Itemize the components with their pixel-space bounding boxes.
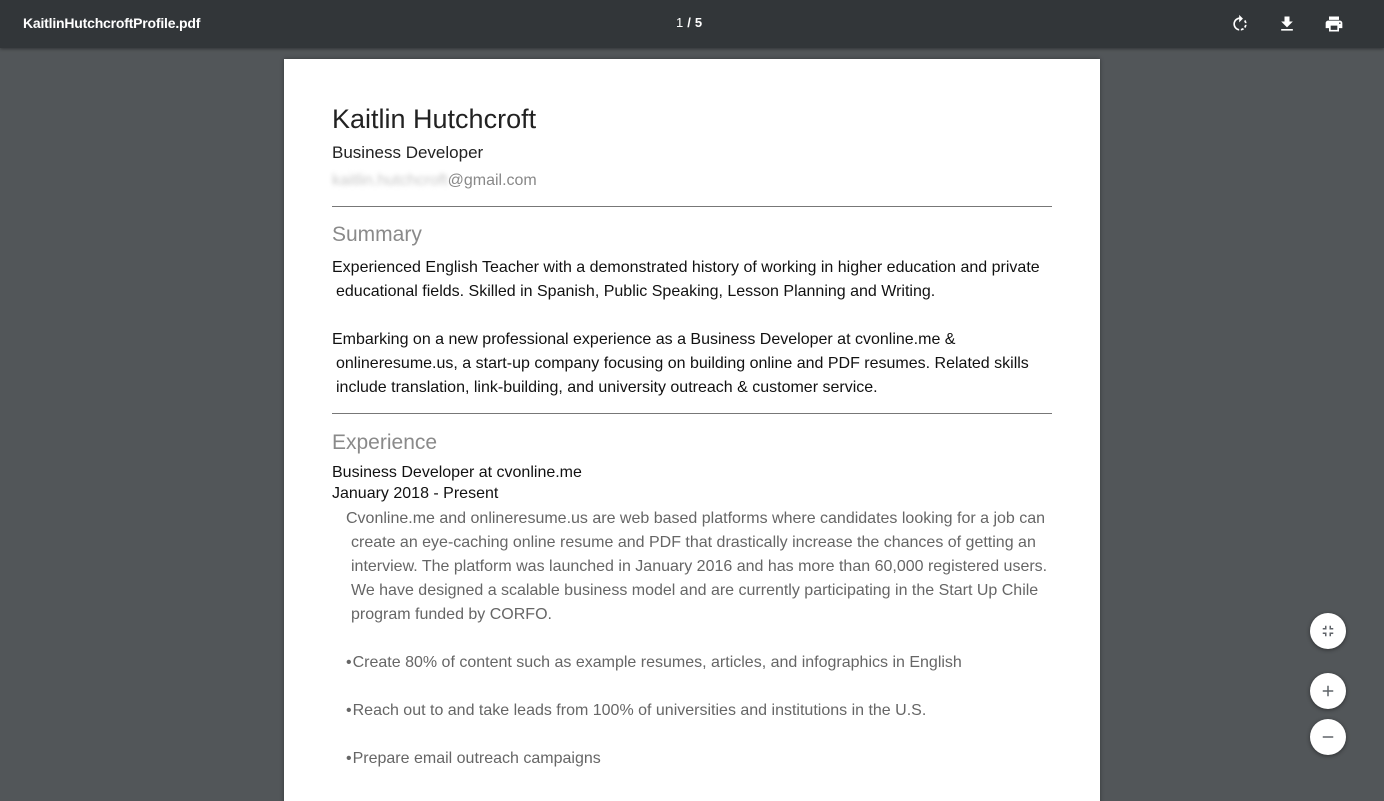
redacted-email-user: kaitlin.hutchcroft	[332, 172, 448, 189]
total-pages: 5	[694, 15, 703, 30]
resume-email	[332, 172, 537, 190]
zoom-out-button[interactable]	[1310, 719, 1346, 755]
text-line: We have designed a scalable business model and are currently participating in the Start Up Chile	[351, 582, 1039, 599]
divider	[332, 206, 1052, 207]
download-button[interactable]	[1275, 12, 1299, 36]
text-line: onlineresume.us, a start-up company focusing on building online and PDF resumes. Related skills	[336, 355, 1029, 372]
summary-paragraph-1	[332, 256, 1057, 304]
summary-paragraph-2	[332, 328, 1057, 400]
resume-name: Kaitlin Hutchcroft	[332, 104, 537, 134]
bullet-marker: •	[346, 750, 352, 767]
bullet-marker: •	[346, 702, 352, 719]
zoom-in-button[interactable]	[1310, 673, 1346, 709]
pdf-page	[284, 59, 1100, 801]
fit-to-page-button[interactable]	[1310, 613, 1346, 649]
download-icon	[1277, 14, 1297, 34]
page-separator: /	[687, 15, 691, 30]
bullet-marker: •	[346, 654, 352, 671]
job-description	[346, 507, 1056, 627]
print-button[interactable]	[1322, 12, 1346, 36]
list-item	[346, 654, 962, 672]
zoom-in-icon	[1319, 682, 1337, 700]
bullet-text: Reach out to and take leads from 100% of universities and institutions in the U.S.	[352, 702, 927, 719]
rotate-button[interactable]	[1228, 12, 1252, 36]
bullet-text: Prepare email outreach campaigns	[352, 750, 601, 767]
divider	[332, 413, 1052, 414]
print-icon	[1324, 14, 1344, 34]
rotate-icon	[1230, 14, 1250, 34]
fit-page-icon	[1319, 622, 1337, 640]
page-indicator	[676, 15, 702, 30]
text-line: program funded by CORFO.	[351, 606, 552, 623]
resume-role: Business Developer	[332, 143, 484, 162]
text-line: interview. The platform was launched in January 2016 and has more than 60,000 registered users.	[351, 558, 1048, 575]
list-item	[346, 702, 926, 720]
job-title: Business Developer at cvonline.me	[332, 464, 582, 481]
experience-heading: Experience	[332, 431, 438, 454]
text-line: Experienced English Teacher with a demonstrated history of working in higher education and private	[332, 259, 1040, 276]
document-title: KaitlinHutchcroftProfile.pdf	[23, 15, 201, 31]
pdf-viewer-area[interactable]	[0, 48, 1384, 801]
text-line: Embarking on a new professional experience as a Business Developer at cvonline.me &	[332, 331, 956, 348]
pdf-toolbar	[0, 0, 1384, 48]
text-line: include translation, link-building, and university outreach & customer service.	[336, 379, 878, 396]
zoom-out-icon	[1319, 728, 1337, 746]
list-item	[346, 750, 601, 768]
text-line: create an eye-caching online resume and PDF that drastically increase the chances of getting an	[351, 534, 1036, 551]
text-line: educational fields. Skilled in Spanish, Public Speaking, Lesson Planning and Writing.	[336, 283, 936, 300]
email-domain: @gmail.com	[447, 172, 537, 189]
job-dates: January 2018 - Present	[332, 485, 499, 502]
text-line: Cvonline.me and onlineresume.us are web based platforms where candidates looking for a job can	[346, 510, 1046, 527]
summary-heading: Summary	[332, 223, 422, 246]
bullet-text: Create 80% of content such as example resumes, articles, and infographics in English	[352, 654, 962, 671]
current-page-number[interactable]: 1	[676, 15, 684, 30]
